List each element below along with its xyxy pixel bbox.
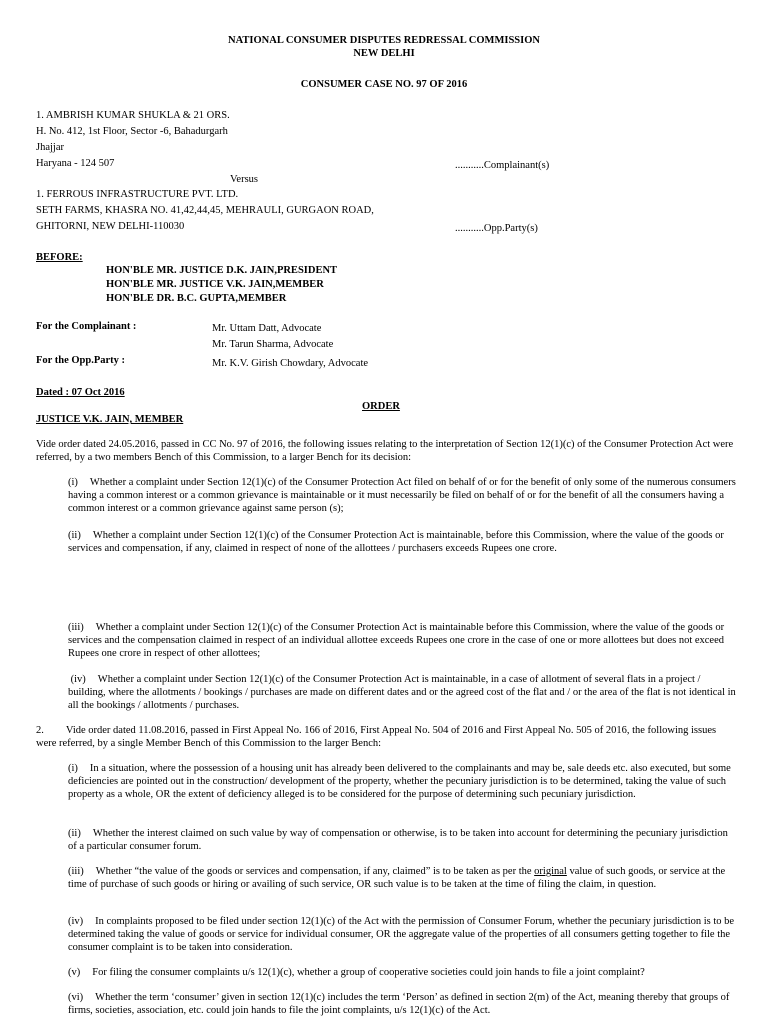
issue-2-iv: (iv) In complaints proposed to be filed under section 12(1)(c) of the Act with the permission of Consumer Forum, whether the pecuniary jurisdiction is to be determined taking the value of goods or service for individual consumer, OR the aggregate value of the properties of all consumers getting together to file the consumer complaint is to be taken into consideration.	[68, 916, 735, 954]
complainant-address-1: H. No. 412, 1st Floor, Sector -6, Bahadurgarh	[36, 126, 228, 137]
order-date: Dated : 07 Oct 2016	[36, 387, 125, 398]
issue-1-i: (i) Whether a complaint under Section 12(1)(c) of the Consumer Protection Act filed on behalf of or for the benefit of only some of the numerous consumers having a common interest or a common grievance is maintainable or it must necessarily be filed on behalf of or for the benefit of all the consumers having a common interest or a common grievance against same person (s);	[68, 477, 736, 515]
issue-2-v: (v) For filing the consumer complaints u/s 12(1)(c), whether a group of cooperative societies could join hands to file a joint complaint?	[68, 967, 645, 978]
issue-1-iv: (iv) Whether a complaint under Section 12(1)(c) of the Consumer Protection Act is maintainable, in a case of allotment of several flats in a project / building, where the allotments / bookings / purchases are made on different dates and or the agreed cost of the flat and / or the area of the flat is not identical in all the bookings / allotments / purchases.	[68, 674, 736, 712]
complainant-name: 1. AMBRISH KUMAR SHUKLA & 21 ORS.	[36, 110, 230, 121]
original-word: original	[534, 866, 567, 877]
issue-2-ii: (ii) Whether the interest claimed on such value by way of compensation or otherwise, is to be taken into account for determining the pecuniary jurisdiction of a particular consumer forum.	[68, 828, 728, 853]
before-label: BEFORE:	[36, 252, 83, 263]
judge-1: HON'BLE MR. JUSTICE D.K. JAIN,PRESIDENT	[106, 265, 338, 276]
judge-2: HON'BLE MR. JUSTICE V.K. JAIN,MEMBER	[106, 279, 324, 290]
complainant-counsel-1: Mr. Uttam Datt, Advocate	[212, 323, 322, 334]
opp-party-name: 1. FERROUS INFRASTRUCTURE PVT. LTD.	[36, 189, 239, 200]
complainant-address-2: Jhajjar	[36, 142, 64, 153]
judge-3: HON'BLE DR. B.C. GUPTA,MEMBER	[106, 293, 287, 304]
commission-city: NEW DELHI	[353, 48, 415, 59]
commission-name: NATIONAL CONSUMER DISPUTES REDRESSAL COMMISSION	[228, 35, 540, 46]
issue-2-i: (i) In a situation, where the possession of a housing unit has already been delivered to the complainants and may be, sale deeds etc. also executed, but some deficiencies are pointed out in the construction/ development of the property, whether the pecuniary jurisdiction is to be determined, taking the value of such property as a whole, OR the extent of deficiency alleged is to be considered for the purpose of determining such pecuniary jurisdiction.	[68, 763, 731, 801]
issue-2-vi: (vi) Whether the term ‘consumer’ given in section 12(1)(c) includes the term ‘Person’ as defined in section 2(m) of the Act, meaning thereby that groups of firms, societies, association, etc. could join hands to file the joint complaints, u/s 12(1)(c) of the Act.	[68, 992, 730, 1017]
issue-2-iii: (iii) Whether “the value of the goods or services and compensation, if any, claimed” is to be taken as per the original value of such goods, or service at the time of purchase of such goods or hiring or availing of such service, OR such value is to be taken at the time of filing the claim, in question.	[68, 866, 726, 891]
order-author: JUSTICE V.K. JAIN, MEMBER	[36, 414, 184, 425]
case-number: CONSUMER CASE NO. 97 OF 2016	[300, 79, 468, 90]
opp-counsel-label: For the Opp.Party :	[36, 355, 126, 366]
paragraph-1	[36, 438, 736, 464]
versus-label: Versus	[230, 174, 258, 185]
complainant-counsel-2: Mr. Tarun Sharma, Advocate	[212, 339, 334, 350]
issue-1-ii: (ii) Whether a complaint under Section 12(1)(c) of the Consumer Protection Act is maintainable, before this Commission, where the value of the goods or services and compensation, if any, claimed in respect of none of the allottees / purchasers exceeds Rupees one crore.	[68, 530, 724, 555]
opp-party-address-1: SETH FARMS, KHASRA NO. 41,42,44,45, MEHRAULI, GURGAON ROAD,	[36, 205, 374, 216]
order-title: ORDER	[362, 401, 400, 412]
opp-counsel-1: Mr. K.V. Girish Chowdary, Advocate	[212, 358, 369, 369]
issue-1-iii: (iii) Whether a complaint under Section 12(1)(c) of the Consumer Protection Act is maintainable before this Commission, where the value of the goods or services and the compensation claimed in respect of an individual allottee exceeds Rupees one crore in the case of one or more allottees but does not exceed Rupees one crore in respect of other allottees;	[68, 622, 725, 660]
opp-party-address-2: GHITORNI, NEW DELHI-110030	[36, 221, 185, 232]
paragraph-1-text: Vide order dated 24.05.2016, passed in CC No. 97 of 2016, the following issues relating to the interpretation of Section 12(1)(c) of the Consumer Protection Act were referred, by a two members Bench of this Commission, to a larger Bench for its decision:	[36, 439, 734, 464]
opp-party-role: ...........Opp.Party(s)	[455, 223, 538, 234]
complainant-counsel-label: For the Complainant :	[36, 321, 137, 332]
complainant-address-3: Haryana - 124 507	[36, 158, 115, 169]
paragraph-2-text: Vide order dated 11.08.2016, passed in First Appeal No. 166 of 2016, First Appeal No. 504 of 2016 and First Appeal No. 505 of 2016, the following issues were referred, by a single Member Bench of this Commission to the larger Bench:	[36, 725, 717, 750]
complainant-role: ...........Complainant(s)	[455, 160, 550, 171]
paragraph-2: 2. Vide order dated 11.08.2016, passed in First Appeal No. 166 of 2016, First Appeal No. 504 of 2016 and First Appeal No. 505 of 2016, the following issues were referred, by a single Member Bench of this Commission to the larger Bench:	[36, 725, 717, 750]
